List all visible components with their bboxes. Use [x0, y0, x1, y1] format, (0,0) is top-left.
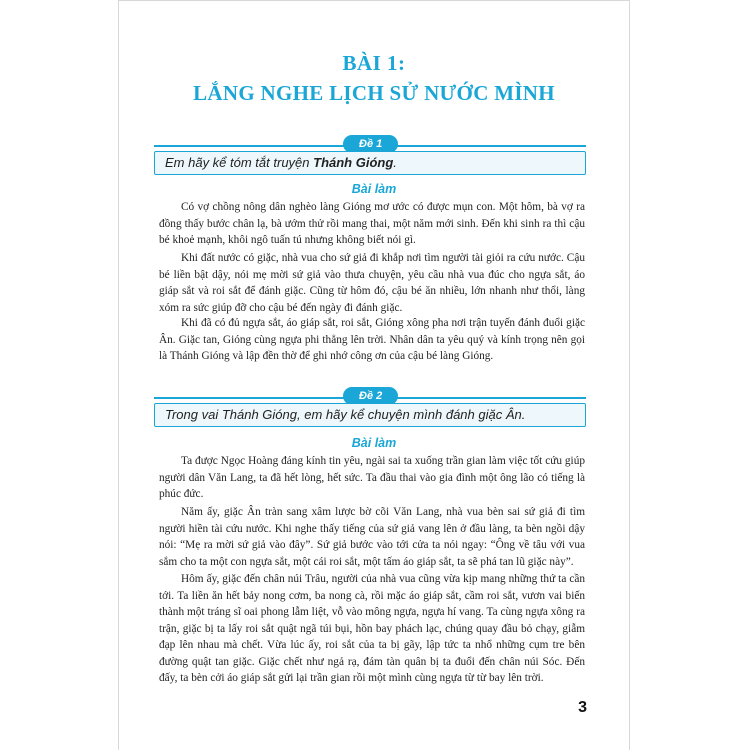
section1-prompt-bold: Thánh Gióng — [313, 155, 394, 170]
section1-paragraph-1: Có vợ chồng nông dân nghèo làng Gióng mơ ước có được mụn con. Một hôm, bà vợ ra đồng thấy bước chân lạ, bà ướm thử rồi mang thai, một năm mới sinh. Đến khi sinh ra thì cậu bé khoẻ mạnh, khôi ngô tuấn tú nhưng không biết nói gì. — [159, 201, 585, 246]
section2-paragraph-2: Năm ấy, giặc Ân tràn sang xâm lược bờ cõi Văn Lang, nhà vua bèn sai sứ giả đi tìm người hiền tài cứu nước. Khi nghe thấy tiếng của sứ giả vang lên ở đầu làng, ta bèn ngồi dậy nói: “Mẹ ra mời sứ giả vào đây”. Sứ giả bước vào tới cửa ta nói ngay: “Ông về tâu với vua sắm cho ta một con ngựa sắt, một cái roi sắt, một tấm áo giáp sắt, ta sẽ phá tan lũ giặc này”. — [159, 506, 585, 568]
section2-answer-heading: Bài làm — [351, 436, 397, 450]
section1-paragraph-3: Khi đã có đủ ngựa sắt, áo giáp sắt, roi sắt, Gióng xông pha nơi trận tuyến đánh đuổi giặc Ân. Giặc tan, Gióng cùng ngựa phi thẳng lên trời. Nhân dân ta yêu quý và kính trọng nên gọi là Thánh Gióng và lập đền thờ để ghi nhớ công ơn của cậu bé làng Gióng. — [159, 317, 585, 362]
section2-paragraph-1: Ta được Ngọc Hoàng đáng kính tin yêu, ngài sai ta xuống trần gian làm việc tốt cứu giúp người dân Văn Lang, ta đã hết lòng, hết sức. Ta đầu thai vào gia đình một ông lão có tiếng là phúc đức. — [159, 455, 585, 500]
section2-paragraph-3: Hôm ấy, giặc đến chân núi Trâu, người của nhà vua cũng vừa kịp mang những thứ ta cần tới. Ta liền ăn hết bảy nong cơm, ba nong cà, rồi mặc áo giáp sắt, cầm roi sắt, vươn vai biến thành một tráng sĩ oai phong lẫm liệt, vỗ vào mông ngựa, ngựa hí vang. Ta cùng ngựa xông ra trận, giặc bị ta lấy roi sắt quật ngã túi bụi, hồn bay phách lạc, chúng quay đầu bỏ chạy, giẫm đạp lên nhau mà chết. Vừa lúc ấy, roi sắt của ta bị gãy, lập tức ta nhổ những cụm tre bên đường quật tan giặc. Giặc chết như ngả rạ, đám tàn quân bị ta đuổi đến chân núi Sóc. Đến đấy, ta bèn cởi áo giáp sắt gửi lại trần gian rồi một mình cùng ngựa từ từ bay lên trời. — [159, 573, 585, 684]
section1-prompt — [154, 151, 586, 175]
lesson-number: BÀI 1: — [342, 51, 406, 75]
book-page — [118, 0, 630, 750]
page-number: 3 — [578, 699, 587, 716]
section1-prompt-suffix: . — [393, 155, 397, 170]
section1-paragraph-2: Khi đất nước có giặc, nhà vua cho sứ giả đi khắp nơi tìm người tài giỏi ra cứu nước. Cậu bé liền bật dậy, nói mẹ mời sứ giả vào thưa chuyện, yêu cầu nhà vua đúc cho ngựa sắt, áo giáp sắt và roi sắt để đánh giặc. Cũng từ hôm đó, cậu bé ăn nhiều, lớn nhanh như thổi, làng xóm ra sức giúp đỡ cho cậu bé đến ngày đi đánh giặc. — [159, 252, 585, 314]
section2-tag: Đề 2 — [343, 387, 398, 405]
section1-prompt-prefix: Em hãy kể tóm tắt truyện — [165, 155, 314, 170]
section2-prompt: Trong vai Thánh Gióng, em hãy kể chuyện mình đánh giặc Ân. — [154, 403, 586, 427]
section1-answer-heading: Bài làm — [351, 182, 397, 196]
lesson-title: LẮNG NGHE LỊCH SỬ NƯỚC MÌNH — [193, 81, 555, 105]
section1-tag: Đề 1 — [343, 135, 398, 153]
